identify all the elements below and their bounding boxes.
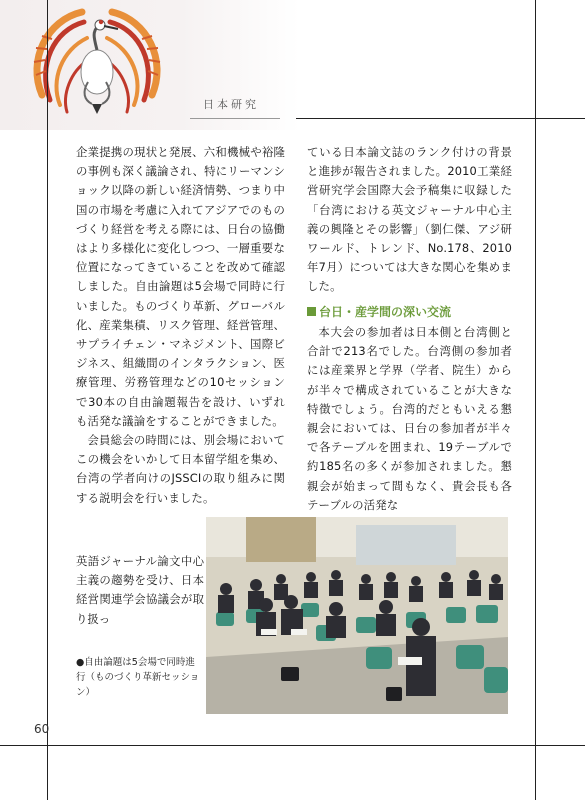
subheading-square-icon [307, 307, 316, 316]
left-column [76, 143, 285, 508]
right-paragraph-top: ている日本論文誌のランク付けの背景と進捗が報告されました。2010工業経営研究学会国際大会予稿集に収録した「台湾における英文ジャーナル中心主義の興隆とその影響」（劉仁傑、アジ研ワールド、トレンド、No.178、2010年7月）については大きな関心を集めました。 [307, 145, 512, 294]
left-wrap-text: 英語ジャーナル論文中心主義の趨勢を受け、日本経営関連学会協議会が取り扱っ [76, 554, 204, 626]
left-paragraph-2: 会員総会の時間には、別会場においてこの機会をいかして日本留学組を集め、台湾の学者向けのJSSCIの取り組みに関する説明会を行いました。 [76, 433, 285, 505]
section-title: 日本研究 [203, 98, 259, 111]
photo-caption: ●自由論題は5会場で同時進行（ものづくり革新セッション） [76, 657, 200, 698]
right-paragraph-bottom: 本大会の参加者は日本側と台湾側と合計で213名でした。台湾側の参加者には産業界と学界（学者、院生）からが半々で構成されていることが大きな特徴でしょう。台湾的だともいえる懇親会においては、日台の参加者が半々で各テーブルを囲まれ、19テーブルで約185名の多くが参加されました。懇親会が始まって間もなく、貴会長も各テーブルの活発な [307, 325, 512, 512]
page-number: 60 [34, 722, 50, 736]
subheading-text: 台日・産学間の深い交流 [319, 305, 452, 319]
crop-line-left [47, 0, 48, 800]
section-title-rule [190, 118, 280, 119]
crop-line-right [535, 0, 536, 800]
seminar-photo [206, 517, 508, 714]
left-paragraph-1: 企業提携の現状と発展、六和機械や裕隆の事例も深く議論され、特にリーマンショック以降の新しい経済情勢、つまり中国の市場を考慮に入れてアジアでのものづくり経営を考える際には、日台の協働はより多様化に変化しつつ、一層重要な位置になってきていることを改めて確認しました。自由論題は5会場で同時に行いました。ものづくり革新、グローバル化、産業集積、リスク管理、経営管理、サプライチェン・マネジメント、国際ビジネス、組織間のインタラクション、医療管理、労務管理などの10セッションで30本の自由論題報告を設け、いずれも活発な議論をすることができました。 [76, 145, 285, 428]
right-column-top [307, 143, 512, 297]
subheading [307, 303, 451, 320]
seminar-room-image [206, 517, 508, 714]
crop-line-top [296, 118, 585, 119]
crop-line-bottom [0, 745, 585, 746]
right-column-bottom [307, 323, 512, 515]
crane-crest-icon [22, 0, 172, 122]
